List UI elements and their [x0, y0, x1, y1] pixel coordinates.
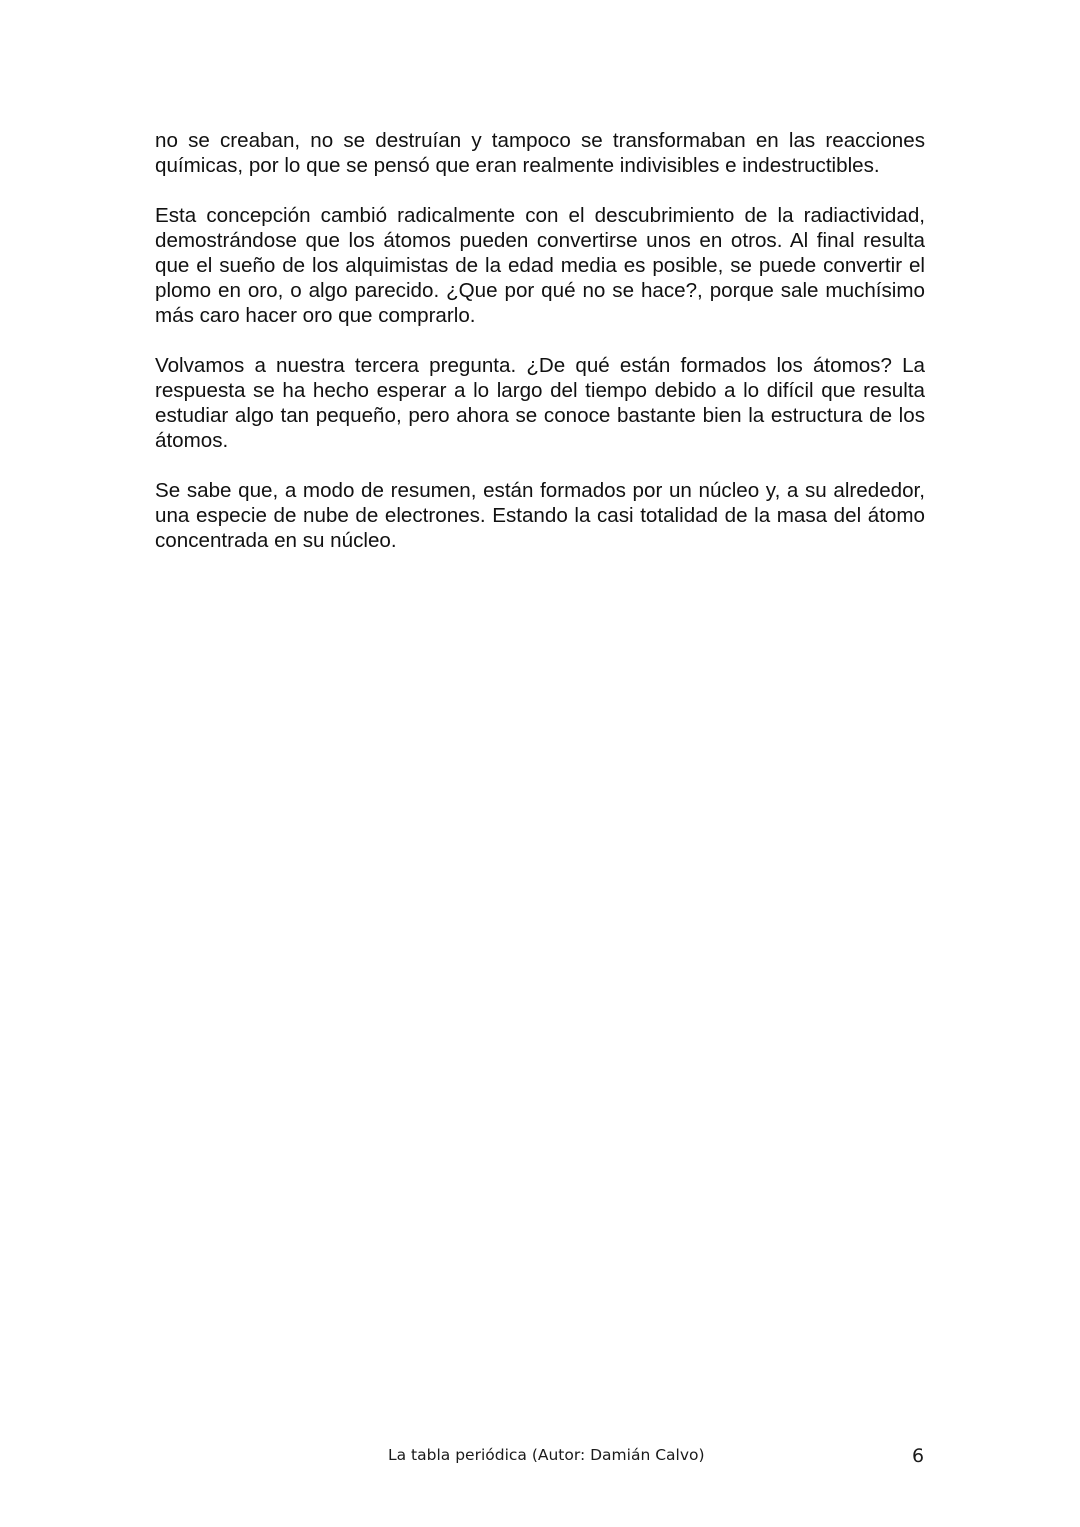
footer-document-title: La tabla periódica (Autor: Damián Calvo): [388, 1446, 705, 1464]
page-number: 6: [912, 1445, 925, 1467]
document-body: [155, 128, 925, 578]
paragraph-radioactivity: Esta concepción cambió radicalmente con el descubrimiento de la radiactividad, demostrándose que los átomos pueden convertirse unos en otros. Al final resulta que el sueño de los alquimistas de la edad media es posible, se puede convertir el plomo en oro, o algo parecido. ¿Que por qué no se hace?, porque sale muchísimo más caro hacer oro que comprarlo.: [155, 204, 925, 327]
paragraph-atom-structure: Se sabe que, a modo de resumen, están formados por un núcleo y, a su alrededor, una especie de nube de electrones. Estando la casi totalidad de la masa del átomo concentrada en su núcleo.: [155, 479, 925, 552]
paragraph-third-question: Volvamos a nuestra tercera pregunta. ¿De qué están formados los átomos? La respuesta se ha hecho esperar a lo largo del tiempo debido a lo difícil que resulta estudiar algo tan pequeño, pero ahora se conoce bastante bien la estructura de los átomos.: [155, 354, 925, 452]
paragraph-atoms-indivisible: no se creaban, no se destruían y tampoco se transformaban en las reacciones químicas, por lo que se pensó que eran realmente indivisibles e indestructibles.: [155, 129, 925, 177]
page-footer: [0, 1444, 1080, 1468]
